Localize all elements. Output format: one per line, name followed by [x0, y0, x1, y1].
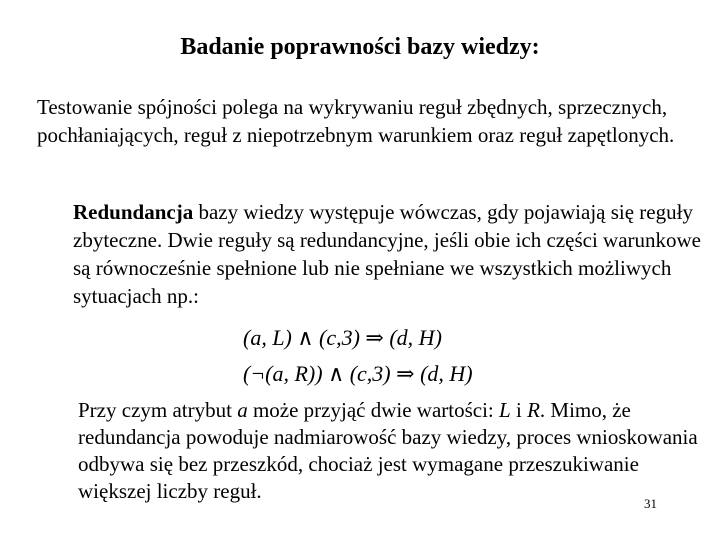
formula2-premise-a: (¬(a, R)) — [243, 361, 323, 386]
formula2-premise-c: (c,3) — [349, 361, 391, 386]
rule-formula-2 — [243, 361, 473, 387]
value-R: R — [527, 398, 540, 422]
formula1-and: ∧ — [291, 325, 319, 350]
redundancy-term: Redundancja — [73, 200, 194, 224]
explanation-text-2: może przyjąć dwie wartości: — [247, 398, 500, 422]
rule-formula-1 — [243, 325, 442, 351]
attribute-a: a — [237, 398, 248, 422]
formula1-implies: ⇒ — [359, 325, 390, 350]
formula2-conclusion: (d, H) — [420, 361, 473, 386]
explanation-text-1: Przy czym atrybut — [78, 398, 238, 422]
formula1-premise-c: (c,3) — [319, 325, 360, 350]
formula2-implies: ⇒ — [390, 361, 421, 386]
redundancy-definition: bazy wiedzy występuje wówczas, gdy pojawiają się reguły zbyteczne. Dwie reguły są redundancyjne, jeśli obie ich części warunkowe są równocześnie spełnione lub nie spełniane we wszystkich możliwych sytuacjach np.: — [73, 200, 701, 308]
value-L: L — [499, 398, 511, 422]
page-number: 31 — [644, 496, 657, 511]
explanation-paragraph — [78, 397, 708, 505]
formula2-and: ∧ — [322, 361, 350, 386]
slide-title: Badanie poprawności bazy wiedzy: — [180, 34, 540, 60]
explanation-text-3: i — [510, 398, 528, 422]
explanation-text-4: . Mimo, że redundancja powoduje nadmiarowość bazy wiedzy, proces wnioskowania odbywa się bez przeszkód, chociaż jest wymagane przeszukiwanie większej liczby reguł. — [78, 398, 698, 503]
formula1-premise-a: (a, L) — [243, 325, 292, 350]
redundancy-paragraph — [73, 198, 703, 310]
intro-paragraph: Testowanie spójności polega na wykrywaniu reguł zbędnych, sprzecznych, pochłaniających, reguł z niepotrzebnym warunkiem oraz reguł zapętlonych. — [37, 95, 675, 147]
formula1-conclusion: (d, H) — [389, 325, 442, 350]
